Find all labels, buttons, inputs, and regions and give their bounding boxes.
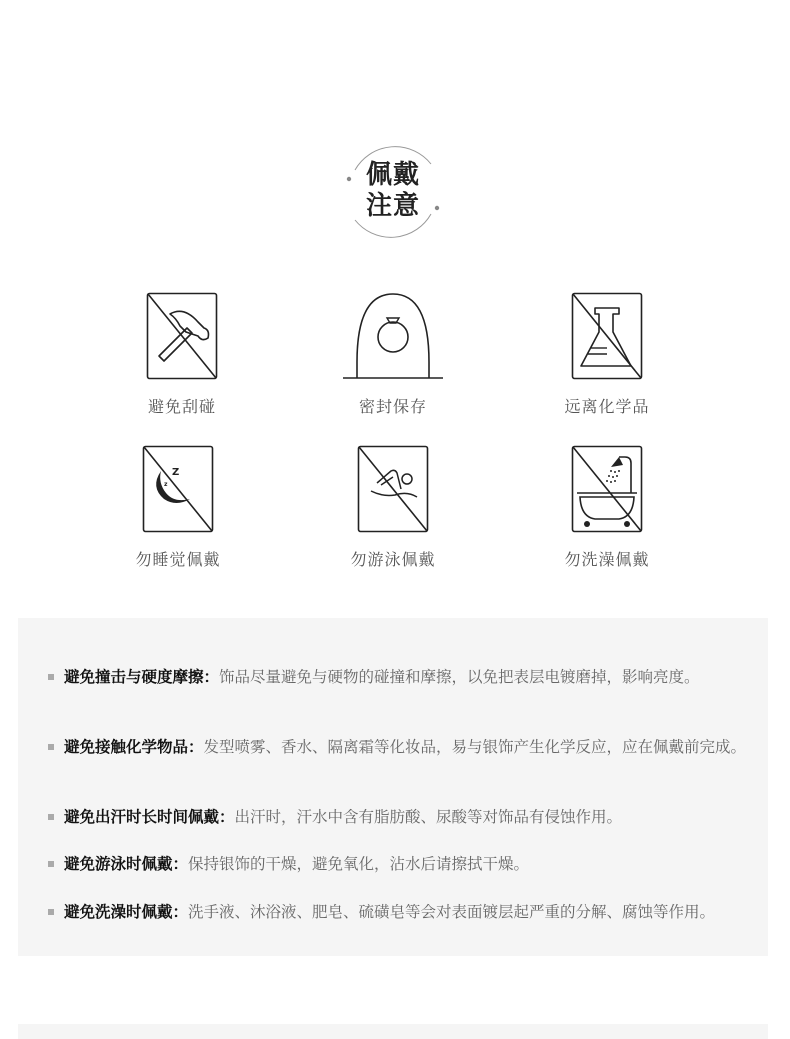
note-item: 避免接触化学物品：发型喷雾、香水、隔离霜等化妆品，易与银饰产生化学反应，应在佩戴前完成。 bbox=[48, 735, 748, 759]
hammer-prohibited-icon bbox=[146, 292, 218, 380]
title-badge bbox=[343, 142, 443, 242]
svg-text:z: z bbox=[164, 481, 168, 488]
note-item: 避免洗澡时佩戴：洗手液、沐浴液、肥皂、硫磺皂等会对表面镀层起严重的分解、腐蚀等作用。 bbox=[48, 900, 748, 924]
care-notes-panel bbox=[18, 618, 768, 956]
bullet-icon bbox=[48, 814, 54, 820]
sleep-prohibited-icon bbox=[142, 445, 214, 533]
page-title: 佩戴 注意 bbox=[365, 160, 420, 221]
icon-item-no-sleep bbox=[78, 445, 278, 570]
icon-item-avoid-chemicals bbox=[507, 292, 707, 417]
icon-item-sealed-storage bbox=[293, 292, 493, 417]
note-item: 避免撞击与硬度摩擦：饰品尽量避免与硬物的碰撞和摩擦，以免把表层电镀磨掉，影响亮度。 bbox=[48, 665, 748, 689]
icon-label: 避免刮碰 bbox=[147, 397, 216, 416]
note-item: 避免游泳时佩戴：保持银饰的干燥，避免氧化，沾水后请擦拭干燥。 bbox=[48, 852, 748, 876]
bullet-icon bbox=[48, 909, 54, 915]
next-panel-edge bbox=[18, 1024, 768, 1039]
icon-label: 勿洗澡佩戴 bbox=[564, 550, 650, 569]
icon-label: 勿游泳佩戴 bbox=[350, 550, 436, 569]
svg-text:Z: Z bbox=[172, 467, 180, 478]
icon-label: 勿睡觉佩戴 bbox=[135, 550, 221, 569]
icon-item-no-bath bbox=[507, 445, 707, 570]
bullet-icon bbox=[48, 744, 54, 750]
icon-item-no-swim bbox=[293, 445, 493, 570]
note-item: 避免出汗时长时间佩戴：出汗时，汗水中含有脂肪酸、尿酸等对饰品有侵蚀作用。 bbox=[48, 805, 748, 829]
swim-prohibited-icon bbox=[357, 445, 429, 533]
bullet-icon bbox=[48, 674, 54, 680]
bullet-icon bbox=[48, 861, 54, 867]
icon-label: 远离化学品 bbox=[564, 397, 650, 416]
flask-prohibited-icon bbox=[571, 292, 643, 380]
icon-item-avoid-scratch bbox=[82, 292, 282, 417]
bath-prohibited-icon bbox=[571, 445, 643, 533]
ring-dome-storage-icon bbox=[343, 292, 443, 380]
icon-label: 密封保存 bbox=[358, 397, 427, 416]
